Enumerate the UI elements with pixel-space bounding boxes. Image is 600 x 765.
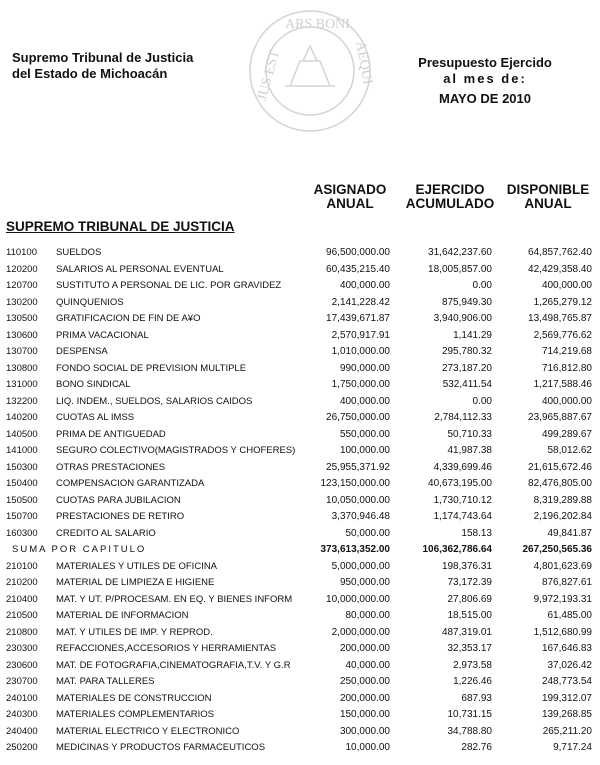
table-row [0, 460, 600, 477]
section-title: SUPREMO TRIBUNAL DE JUSTICIA [6, 219, 235, 234]
row-ejercido: 1,141.29 [453, 329, 492, 341]
table-row [0, 691, 600, 708]
col-header-ejercido-line2: ACUMULADO [405, 196, 495, 211]
row-code: 150400 [6, 478, 38, 489]
row-asignado: 10,000.00 [345, 742, 390, 753]
row-asignado: 250,000.00 [339, 676, 390, 687]
row-description: PRESTACIONES DE RETIRO [56, 511, 185, 522]
row-description: SEGURO COLECTIVO(MAGISTRADOS Y CHOFERES) [56, 445, 296, 456]
report-title: Presupuesto Ejercido [418, 55, 552, 70]
row-description: FONDO SOCIAL DE PREVISION MULTIPLE [56, 362, 247, 374]
row-asignado: 550,000.00 [339, 428, 390, 440]
col-header-ejercido-line1: EJERCIDO [415, 182, 485, 197]
table-row [0, 641, 600, 658]
row-description: SUSTITUTO A PERSONAL DE LIC. POR GRAVIDEZ [56, 280, 282, 291]
table-row [0, 427, 600, 444]
table-row [0, 344, 600, 361]
row-disponible: 9,972,193.31 [533, 593, 592, 605]
row-code: 210200 [6, 577, 38, 588]
table-row [0, 278, 600, 295]
seal-logo [245, 6, 375, 136]
row-ejercido: 1,730,710.12 [433, 494, 492, 506]
table-row [0, 410, 600, 427]
table-row [0, 443, 600, 460]
row-code: 130200 [6, 296, 38, 308]
table-row [0, 658, 600, 675]
row-code: 150500 [6, 494, 38, 506]
row-asignado: 950,000.00 [339, 577, 390, 588]
table-row [0, 328, 600, 345]
row-ejercido: 687.93 [461, 692, 492, 704]
row-ejercido: 532,411.54 [442, 379, 492, 390]
col-header-ejercido [400, 183, 500, 211]
row-disponible: 199,312.07 [541, 692, 592, 704]
row-ejercido: 198,376.31 [441, 560, 492, 572]
table-row [0, 394, 600, 411]
institution-line-1: Supremo Tribunal de Justicia [12, 50, 194, 65]
row-ejercido: 875,949.30 [441, 296, 492, 308]
row-disponible: 37,026.42 [547, 659, 592, 671]
row-code: 110100 [6, 247, 37, 258]
row-ejercido: 1,174,743.64 [433, 511, 492, 522]
row-asignado: 80,000.00 [345, 610, 390, 621]
row-description: SUELDOS [56, 247, 102, 258]
row-disponible: 2,196,202.84 [533, 511, 592, 522]
row-description: MAT. Y UTILES DE IMP. Y REPROD. [56, 626, 213, 638]
row-disponible: 139,268.85 [541, 709, 592, 720]
row-disponible: 61,485.00 [547, 610, 592, 621]
row-description: MATERIALES DE CONSTRUCCION [56, 692, 212, 704]
row-disponible: 167,646.83 [541, 643, 592, 654]
row-asignado: 50,000.00 [345, 527, 390, 539]
row-code: 130500 [6, 313, 38, 324]
row-asignado: 10,050,000.00 [326, 494, 390, 506]
report-period [400, 55, 570, 107]
row-asignado: 1,750,000.00 [331, 379, 390, 390]
row-description: CUOTAS AL IMSS [56, 412, 135, 423]
row-description: REFACCIONES,ACCESORIOS Y HERRAMIENTAS [56, 643, 277, 654]
row-asignado: 200,000.00 [339, 643, 390, 654]
row-description: MAT. DE FOTOGRAFIA,CINEMATOGRAFIA,T.V. Y G.R [56, 659, 291, 671]
row-asignado: 990,000.00 [339, 362, 390, 374]
table-row [0, 295, 600, 312]
row-asignado: 26,750,000.00 [326, 412, 390, 423]
row-asignado: 10,000,000.00 [326, 593, 390, 605]
row-disponible: 1,265,279.12 [533, 296, 592, 308]
row-ejercido: 0.00 [472, 280, 492, 291]
row-code: 250200 [6, 742, 38, 753]
row-disponible: 4,801,623.69 [533, 560, 592, 572]
row-description: MATERIAL ELECTRICO Y ELECTRONICO [56, 725, 240, 737]
row-code: 240100 [6, 692, 38, 704]
table-row [0, 245, 600, 262]
table-row [0, 311, 600, 328]
col-header-disponible-line1: DISPONIBLE [506, 182, 590, 197]
seal-text-right: AEQUI [352, 40, 375, 86]
row-disponible: 716,812.80 [541, 362, 592, 374]
row-description: GRATIFICACION DE FIN DE A¥O [56, 313, 201, 324]
row-ejercido: 32,353.17 [447, 643, 492, 654]
row-disponible: 499,289.67 [541, 428, 592, 440]
row-disponible: 58,012.62 [547, 445, 592, 456]
table-row [0, 262, 600, 279]
table-row [0, 377, 600, 394]
row-ejercido: 4,339,699.46 [433, 461, 492, 473]
row-code: 230600 [6, 659, 38, 671]
table-row [0, 526, 600, 543]
row-asignado: 25,955,371.92 [326, 461, 390, 473]
row-ejercido: 3,940,906.00 [433, 313, 492, 324]
col-header-asignado [300, 183, 400, 211]
col-header-asignado-line2: ANUAL [326, 196, 374, 211]
row-asignado: 400,000.00 [339, 280, 390, 291]
table-row [0, 608, 600, 625]
row-code: 120700 [6, 280, 38, 291]
row-asignado: 3,370,946.48 [331, 511, 390, 522]
row-ejercido: 273,187.20 [441, 362, 492, 374]
row-description: SUMA POR CAPITULO [12, 544, 147, 555]
row-ejercido: 40,673,195.00 [428, 478, 492, 489]
row-description: MATERIAL DE LIMPIEZA E HIGIENE [56, 577, 215, 588]
col-header-asignado-line1: ASIGNADO [313, 182, 387, 197]
table-row [0, 559, 600, 576]
report-subtitle: al mes de: [443, 71, 527, 86]
row-disponible: 267,250,565.36 [522, 544, 592, 555]
row-disponible: 1,217,588.46 [533, 379, 592, 390]
row-description: QUINQUENIOS [56, 296, 124, 308]
row-asignado: 17,439,671.87 [326, 313, 390, 324]
table-row [0, 476, 600, 493]
row-description: MEDICINAS Y PRODUCTOS FARMACEUTICOS [56, 742, 266, 753]
row-code: 131000 [6, 379, 38, 390]
table-row [0, 724, 600, 741]
row-description: MAT. Y UT. P/PROCESAM. EN EQ. Y BIENES INFORM [56, 593, 293, 605]
table-row [0, 625, 600, 642]
table-row [0, 493, 600, 510]
row-disponible: 82,476,805.00 [528, 478, 592, 489]
table-row [0, 740, 600, 757]
row-disponible: 876,827.61 [541, 577, 592, 588]
table-row [0, 674, 600, 691]
table-row [0, 592, 600, 609]
row-asignado: 2,000,000.00 [331, 626, 390, 638]
seal-text-top: ARS BONI [285, 17, 350, 32]
row-asignado: 200,000.00 [339, 692, 390, 704]
row-disponible: 23,965,887.67 [528, 412, 592, 423]
row-description: PRIMA VACACIONAL [56, 329, 149, 341]
row-asignado: 123,150,000.00 [320, 478, 390, 489]
row-disponible: 1,512,680.99 [533, 626, 592, 638]
row-disponible: 49,841.87 [547, 527, 592, 539]
row-description: PRIMA DE ANTIGUEDAD [56, 428, 166, 440]
row-code: 141000 [6, 445, 38, 456]
row-code: 230700 [6, 676, 38, 687]
row-ejercido: 487,319.01 [441, 626, 492, 638]
row-description: MATERIAL DE INFORMACION [56, 610, 189, 621]
row-code: 130700 [6, 346, 38, 357]
row-description: MATERIALES Y UTILES DE OFICINA [56, 560, 218, 572]
row-asignado: 1,010,000.00 [331, 346, 390, 357]
row-code: 130600 [6, 329, 38, 341]
row-description: SALARIOS AL PERSONAL EVENTUAL [56, 263, 224, 275]
row-disponible: 21,615,672.46 [528, 461, 592, 473]
row-ejercido: 10,731.15 [447, 709, 492, 720]
table-row [0, 509, 600, 526]
summary-row [0, 542, 600, 559]
table-row [0, 361, 600, 378]
row-ejercido: 41,987.38 [447, 445, 492, 456]
row-code: 210400 [6, 593, 38, 605]
row-ejercido: 27,806.69 [447, 593, 492, 605]
row-description: OTRAS PRESTACIONES [56, 461, 166, 473]
col-header-disponible [498, 183, 598, 211]
row-ejercido: 295,780.32 [441, 346, 492, 357]
row-code: 210800 [6, 626, 38, 638]
row-ejercido: 158.13 [461, 527, 492, 539]
row-ejercido: 2,973.58 [453, 659, 492, 671]
row-code: 130800 [6, 362, 38, 374]
row-disponible: 9,717.24 [553, 742, 592, 753]
row-ejercido: 282.76 [461, 742, 492, 753]
row-disponible: 13,498,765.87 [528, 313, 592, 324]
row-description: MAT. PARA TALLERES [56, 676, 155, 687]
row-ejercido: 50,710.33 [447, 428, 492, 440]
row-code: 140500 [6, 428, 38, 440]
row-asignado: 60,435,215.40 [326, 263, 390, 275]
row-asignado: 400,000.00 [339, 395, 390, 407]
row-asignado: 2,570,917.91 [331, 329, 390, 341]
row-asignado: 100,000.00 [339, 445, 390, 456]
row-code: 150700 [6, 511, 38, 522]
table-row [0, 707, 600, 724]
row-code: 140200 [6, 412, 38, 423]
row-code: 132200 [6, 395, 38, 407]
row-code: 160300 [6, 527, 38, 539]
row-disponible: 64,857,762.40 [528, 247, 592, 258]
row-code: 150300 [6, 461, 38, 473]
institution-name [12, 50, 193, 82]
row-code: 120200 [6, 263, 38, 275]
row-asignado: 5,000,000.00 [331, 560, 390, 572]
report-month: MAYO DE 2010 [438, 91, 531, 106]
row-disponible: 42,429,358.40 [528, 263, 592, 275]
row-asignado: 96,500,000.00 [326, 247, 390, 258]
row-description: MATERIALES COMPLEMENTARIOS [56, 709, 215, 720]
row-disponible: 8,319,289.88 [533, 494, 592, 506]
row-asignado: 373,613,352.00 [320, 544, 390, 555]
row-disponible: 400,000.00 [541, 280, 592, 291]
row-asignado: 40,000.00 [345, 659, 390, 671]
row-ejercido: 31,642,237.60 [428, 247, 492, 258]
row-description: CREDITO AL SALARIO [56, 527, 156, 539]
row-asignado: 2,141,228.42 [331, 296, 390, 308]
col-header-disponible-line2: ANUAL [524, 196, 572, 211]
row-ejercido: 73,172.39 [447, 577, 492, 588]
row-code: 210500 [6, 610, 38, 621]
row-code: 240400 [6, 725, 38, 737]
row-code: 230300 [6, 643, 38, 654]
row-ejercido: 18,005,857.00 [428, 263, 492, 275]
seal-text-left: JUS EST [255, 48, 284, 103]
row-description: COMPENSACION GARANTIZADA [56, 478, 205, 489]
row-disponible: 400,000.00 [541, 395, 592, 407]
row-disponible: 265,211.20 [542, 725, 592, 737]
institution-line-2: del Estado de Michoacán [12, 66, 168, 81]
row-description: BONO SINDICAL [56, 379, 131, 390]
row-asignado: 150,000.00 [339, 709, 390, 720]
row-disponible: 248,773.54 [541, 676, 592, 687]
row-asignado: 300,000.00 [339, 725, 390, 737]
row-ejercido: 2,784,112.33 [434, 412, 492, 423]
row-description: LIQ. INDEM., SUELDOS, SALARIOS CAIDOS [56, 395, 253, 407]
row-code: 240300 [6, 709, 38, 720]
row-ejercido: 34,788.80 [447, 725, 492, 737]
row-ejercido: 106,362,786.64 [422, 544, 492, 555]
row-code: 210100 [6, 560, 38, 572]
row-disponible: 2,569,776.62 [533, 329, 592, 341]
row-ejercido: 0.00 [472, 395, 492, 407]
row-ejercido: 1,226.46 [453, 676, 492, 687]
row-ejercido: 18,515.00 [447, 610, 492, 621]
row-description: CUOTAS PARA JUBILACION [56, 494, 181, 506]
row-disponible: 714,219.68 [541, 346, 592, 357]
table-row [0, 575, 600, 592]
row-description: DESPENSA [56, 346, 108, 357]
